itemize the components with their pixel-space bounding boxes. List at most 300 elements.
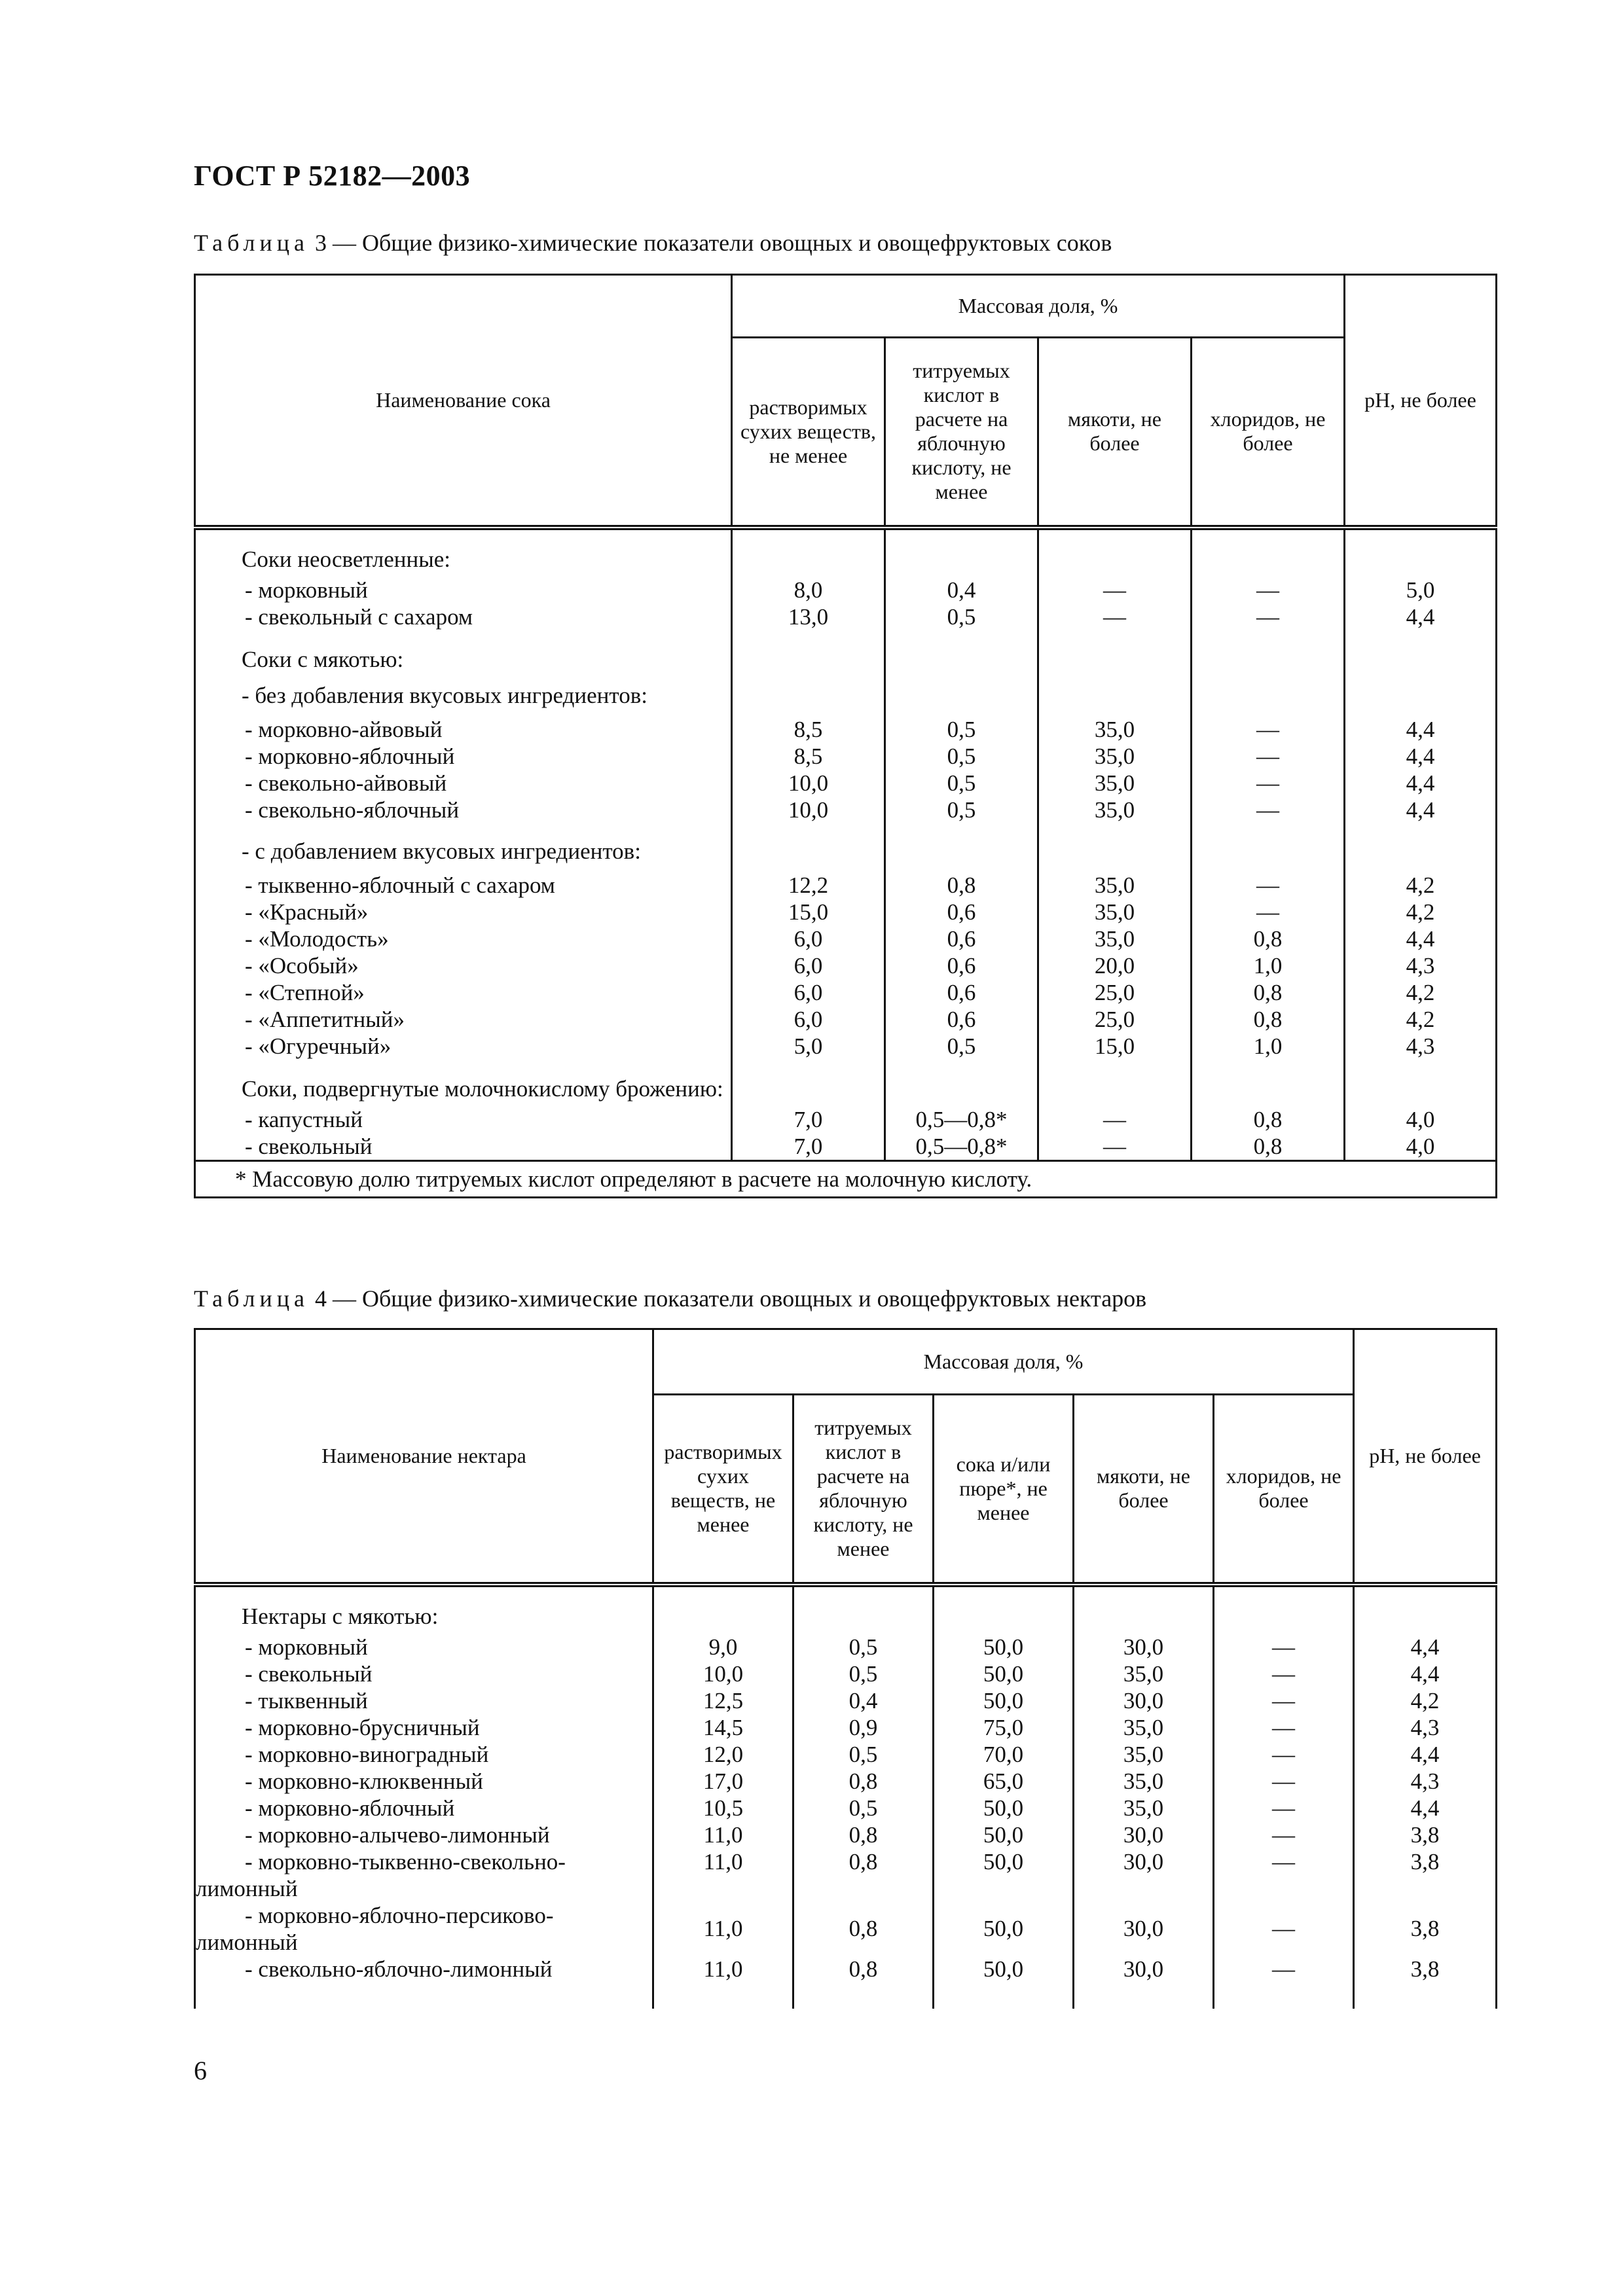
chlorides-value <box>1214 1596 1354 1634</box>
soluble-value: 10,0 <box>732 797 885 823</box>
ph-value <box>1345 539 1497 577</box>
table-row <box>195 1634 1497 1660</box>
acids-value <box>793 1596 934 1634</box>
chlorides-value: — <box>1214 1660 1354 1687</box>
pulp-value: 35,0 <box>1038 743 1192 770</box>
chlorides-value: — <box>1214 1821 1354 1848</box>
spacer-cell <box>1038 1060 1192 1069</box>
soluble-value: 13,0 <box>732 603 885 630</box>
soluble-value: 6,0 <box>732 979 885 1006</box>
product-name <box>195 1714 653 1741</box>
soluble-value <box>732 639 885 677</box>
juice-value: 50,0 <box>934 1821 1074 1848</box>
table-row <box>195 1033 1497 1060</box>
ph-value: 4,4 <box>1354 1660 1497 1687</box>
spacer-cell <box>195 1585 653 1596</box>
product-name-text: Соки, подвергнутые молочнокислому брожению: <box>242 1075 723 1102</box>
group-heading-row <box>195 833 1497 872</box>
pulp-value: 35,0 <box>1038 899 1192 925</box>
product-name-text: Соки неосветленные: <box>242 546 451 572</box>
product-name-text: - морковный <box>245 577 368 603</box>
juice-value: 50,0 <box>934 1956 1074 1982</box>
spacer-cell <box>732 1060 885 1069</box>
pulp-value: 30,0 <box>1074 1687 1214 1714</box>
ph-value <box>1345 833 1497 872</box>
juice-value: 70,0 <box>934 1741 1074 1768</box>
acids-value: 0,5 <box>793 1795 934 1821</box>
table-row <box>195 577 1497 603</box>
spacer-cell <box>195 630 732 639</box>
spacer-cell <box>732 630 885 639</box>
spacer-row <box>195 1060 1497 1069</box>
juice-value: 50,0 <box>934 1795 1074 1821</box>
spacer-cell <box>885 823 1038 833</box>
chlorides-value <box>1192 833 1345 872</box>
juice-value: 50,0 <box>934 1660 1074 1687</box>
juice-value: 50,0 <box>934 1687 1074 1714</box>
table-row <box>195 1956 1497 1982</box>
ph-value: 4,3 <box>1354 1768 1497 1795</box>
chlorides-value: — <box>1192 603 1345 630</box>
product-name-text: - свекольно-яблочный <box>245 797 460 823</box>
spacer-row <box>195 1585 1497 1596</box>
chlorides-value: 0,8 <box>1192 1106 1345 1133</box>
pulp-value: — <box>1038 577 1192 603</box>
chlorides-value: — <box>1214 1741 1354 1768</box>
product-name-text: - капустный <box>245 1106 363 1132</box>
pulp-value: 30,0 <box>1074 1956 1214 1982</box>
soluble-value: 11,0 <box>653 1821 793 1848</box>
chlorides-value: — <box>1192 899 1345 925</box>
product-name-text: - «Молодость» <box>245 925 389 952</box>
table3-caption-text: 3 — Общие физико-химические показатели овощных и овощефруктовых соков <box>308 230 1112 256</box>
acids-value: 0,5 <box>885 603 1038 630</box>
soluble-value: 14,5 <box>653 1714 793 1741</box>
table-row <box>195 1821 1497 1848</box>
spacer-cell <box>885 528 1038 539</box>
product-name-text: - морковно-яблочно-персиково- <box>245 1902 554 1928</box>
spacer-cell <box>195 528 732 539</box>
pulp-value: 35,0 <box>1074 1795 1214 1821</box>
table-row <box>195 1106 1497 1133</box>
pulp-value: 30,0 <box>1074 1634 1214 1660</box>
ph-value: 4,2 <box>1345 899 1497 925</box>
chlorides-value: 0,8 <box>1192 1133 1345 1161</box>
acids-value: 0,6 <box>885 925 1038 952</box>
table4-header-mass-fraction: Массовая доля, % <box>653 1329 1354 1395</box>
acids-value: 0,8 <box>793 1821 934 1848</box>
soluble-value: 11,0 <box>653 1902 793 1956</box>
pulp-value: 25,0 <box>1038 1006 1192 1033</box>
chlorides-value: 0,8 <box>1192 979 1345 1006</box>
ph-value <box>1345 1069 1497 1106</box>
acids-value: 0,4 <box>885 577 1038 603</box>
soluble-value: 11,0 <box>653 1956 793 1982</box>
product-name <box>195 1634 653 1660</box>
acids-value: 0,5—0,8* <box>885 1106 1038 1133</box>
soluble-value: 8,5 <box>732 743 885 770</box>
chlorides-value <box>1192 677 1345 716</box>
chlorides-value: — <box>1214 1687 1354 1714</box>
juice-value: 50,0 <box>934 1902 1074 1956</box>
pulp-value: 35,0 <box>1038 872 1192 899</box>
group-heading-row <box>195 539 1497 577</box>
spacer-cell <box>653 1585 793 1596</box>
product-name-text: - свекольно-яблочно-лимонный <box>245 1956 553 1982</box>
spacer-cell <box>195 1060 732 1069</box>
table-row <box>195 899 1497 925</box>
product-name-text: - морковно-брусничный <box>245 1714 480 1740</box>
table-row <box>195 603 1497 630</box>
chlorides-value <box>1192 539 1345 577</box>
soluble-value: 15,0 <box>732 899 885 925</box>
pulp-value: 25,0 <box>1038 979 1192 1006</box>
table4-header-pulp: мякоти, не более <box>1074 1395 1214 1585</box>
spacer-cell <box>934 1585 1074 1596</box>
spacer-cell <box>732 823 885 833</box>
spacer-cell <box>1192 630 1345 639</box>
soluble-value: 10,0 <box>653 1660 793 1687</box>
table-row <box>195 1848 1497 1902</box>
juice-value <box>934 1596 1074 1634</box>
soluble-value <box>732 1069 885 1106</box>
spacer-cell <box>793 1982 934 2009</box>
soluble-value: 9,0 <box>653 1634 793 1660</box>
table-row <box>195 770 1497 797</box>
chlorides-value: — <box>1192 872 1345 899</box>
table4-body <box>195 1585 1497 2009</box>
product-name <box>195 1069 732 1106</box>
chlorides-value: — <box>1214 1634 1354 1660</box>
pulp-value: 20,0 <box>1038 952 1192 979</box>
chlorides-value: — <box>1192 716 1345 743</box>
product-name <box>195 577 732 603</box>
table3-header-mass-fraction: Массовая доля, % <box>732 275 1345 338</box>
soluble-value <box>732 539 885 577</box>
table-row <box>195 716 1497 743</box>
chlorides-value: 1,0 <box>1192 952 1345 979</box>
product-name-text: - морковно-алычево-лимонный <box>245 1821 550 1848</box>
product-name-text: - свекольный <box>245 1133 373 1159</box>
product-name-text: - «Особый» <box>245 952 359 978</box>
ph-value: 4,4 <box>1354 1741 1497 1768</box>
product-name-text: Нектары с мякотью: <box>242 1603 439 1629</box>
juice-value: 50,0 <box>934 1634 1074 1660</box>
product-name-text: - «Огуречный» <box>245 1033 392 1059</box>
pulp-value: 35,0 <box>1038 770 1192 797</box>
table3-header-chlorides: хлоридов, не более <box>1192 338 1345 528</box>
product-name <box>195 770 732 797</box>
spacer-cell <box>1038 528 1192 539</box>
product-name <box>195 1848 653 1902</box>
ph-value: 4,3 <box>1354 1714 1497 1741</box>
soluble-value: 17,0 <box>653 1768 793 1795</box>
soluble-value: 6,0 <box>732 1006 885 1033</box>
soluble-value: 7,0 <box>732 1133 885 1161</box>
table-row <box>195 952 1497 979</box>
pulp-value <box>1038 677 1192 716</box>
pulp-value: 35,0 <box>1074 1741 1214 1768</box>
table3-header-name: Наименование сока <box>195 275 732 528</box>
product-name-text: - свекольный с сахаром <box>245 603 473 630</box>
pulp-value: 30,0 <box>1074 1902 1214 1956</box>
product-name-text: - тыквенно-яблочный с сахаром <box>245 872 555 898</box>
table4-header-juice: сока и/или пюре*, не менее <box>934 1395 1074 1585</box>
product-name-continuation: лимонный <box>196 1929 298 1955</box>
product-name <box>195 1795 653 1821</box>
spacer-cell <box>1345 823 1497 833</box>
spacer-row <box>195 1982 1497 2009</box>
spacer-cell <box>934 1982 1074 2009</box>
group-heading-row <box>195 677 1497 716</box>
spacer-cell <box>885 630 1038 639</box>
table4-header-acids: титруемых кислот в расчете на яблочную кислоту, не менее <box>793 1395 934 1585</box>
spacer-cell <box>1345 528 1497 539</box>
table4-caption <box>194 1285 1146 1312</box>
table-row <box>195 925 1497 952</box>
ph-value: 4,0 <box>1345 1133 1497 1161</box>
product-name <box>195 797 732 823</box>
product-name <box>195 1133 732 1161</box>
ph-value: 4,4 <box>1345 716 1497 743</box>
product-name-text: - морковный <box>245 1634 368 1660</box>
spacer-cell <box>885 1060 1038 1069</box>
group-heading-row <box>195 639 1497 677</box>
table4 <box>194 1328 1497 2009</box>
product-name-text: - без добавления вкусовых ингредиентов: <box>242 682 647 708</box>
soluble-value: 11,0 <box>653 1848 793 1902</box>
product-name <box>195 539 732 577</box>
table3-header-pulp: мякоти, не более <box>1038 338 1192 528</box>
table4-caption-text: 4 — Общие физико-химические показатели овощных и овощефруктовых нектаров <box>308 1285 1147 1312</box>
chlorides-value: 0,8 <box>1192 925 1345 952</box>
table-row <box>195 1795 1497 1821</box>
chlorides-value: — <box>1214 1956 1354 1982</box>
chlorides-value <box>1192 1069 1345 1106</box>
product-name <box>195 1821 653 1848</box>
acids-value: 0,5 <box>793 1634 934 1660</box>
pulp-value: 35,0 <box>1038 925 1192 952</box>
spacer-row <box>195 823 1497 833</box>
table-row <box>195 1741 1497 1768</box>
pulp-value <box>1038 1069 1192 1106</box>
product-name <box>195 1741 653 1768</box>
spacer-cell <box>732 528 885 539</box>
ph-value: 4,4 <box>1345 797 1497 823</box>
product-name-text: - свекольно-айвовый <box>245 770 447 796</box>
acids-value: 0,9 <box>793 1714 934 1741</box>
spacer-cell <box>195 823 732 833</box>
product-name-text: - морковно-клюквенный <box>245 1768 483 1794</box>
pulp-value: — <box>1038 1133 1192 1161</box>
acids-value: 0,5 <box>885 797 1038 823</box>
product-name <box>195 1660 653 1687</box>
spacer-cell <box>1214 1585 1354 1596</box>
pulp-value: 35,0 <box>1074 1768 1214 1795</box>
chlorides-value: — <box>1214 1768 1354 1795</box>
ph-value: 4,2 <box>1345 1006 1497 1033</box>
product-name-text: Соки с мякотью: <box>242 646 404 672</box>
table4-header-chlorides: хлоридов, не более <box>1214 1395 1354 1585</box>
acids-value: 0,6 <box>885 899 1038 925</box>
acids-value: 0,5 <box>793 1741 934 1768</box>
juice-value: 75,0 <box>934 1714 1074 1741</box>
table4-header-name: Наименование нектара <box>195 1329 653 1585</box>
product-name-continuation: лимонный <box>196 1875 298 1901</box>
product-name <box>195 1768 653 1795</box>
product-name <box>195 639 732 677</box>
pulp-value: 30,0 <box>1074 1821 1214 1848</box>
spacer-cell <box>1214 1982 1354 2009</box>
acids-value: 0,5 <box>885 1033 1038 1060</box>
acids-value: 0,8 <box>885 872 1038 899</box>
ph-value: 4,0 <box>1345 1106 1497 1133</box>
acids-value: 0,8 <box>793 1768 934 1795</box>
table-row <box>195 1006 1497 1033</box>
table-row <box>195 743 1497 770</box>
spacer-row <box>195 630 1497 639</box>
product-name <box>195 1106 732 1133</box>
chlorides-value: — <box>1192 743 1345 770</box>
acids-value: 0,5—0,8* <box>885 1133 1038 1161</box>
acids-value: 0,8 <box>793 1902 934 1956</box>
product-name-text: - морковно-виноградный <box>245 1741 489 1767</box>
table-row <box>195 797 1497 823</box>
ph-value: 4,4 <box>1345 925 1497 952</box>
spacer-cell <box>1038 630 1192 639</box>
table4-caption-prefix: Таблица <box>194 1285 309 1312</box>
product-name-text: - тыквенный <box>245 1687 368 1713</box>
chlorides-value: 1,0 <box>1192 1033 1345 1060</box>
table-row <box>195 1714 1497 1741</box>
soluble-value: 7,0 <box>732 1106 885 1133</box>
soluble-value: 8,5 <box>732 716 885 743</box>
spacer-cell <box>1038 823 1192 833</box>
product-name <box>195 603 732 630</box>
product-name <box>195 872 732 899</box>
product-name <box>195 1006 732 1033</box>
product-name-text: - «Красный» <box>245 899 369 925</box>
spacer-cell <box>1354 1982 1497 2009</box>
spacer-cell <box>195 1982 653 2009</box>
ph-value: 4,2 <box>1345 872 1497 899</box>
ph-value: 3,8 <box>1354 1902 1497 1956</box>
product-name <box>195 925 732 952</box>
product-name <box>195 833 732 872</box>
soluble-value: 5,0 <box>732 1033 885 1060</box>
soluble-value: 8,0 <box>732 577 885 603</box>
table-row <box>195 872 1497 899</box>
product-name-text: - «Степной» <box>245 979 365 1005</box>
product-name-text: - свекольный <box>245 1660 373 1687</box>
chlorides-value: — <box>1214 1795 1354 1821</box>
spacer-cell <box>1192 1060 1345 1069</box>
chlorides-value: — <box>1214 1902 1354 1956</box>
product-name-text: - морковно-яблочный <box>245 743 455 769</box>
spacer-cell <box>1354 1585 1497 1596</box>
pulp-value <box>1038 539 1192 577</box>
footnote-row <box>195 1160 1497 1197</box>
pulp-value <box>1038 639 1192 677</box>
chlorides-value: 0,8 <box>1192 1006 1345 1033</box>
soluble-value: 10,0 <box>732 770 885 797</box>
acids-value <box>885 639 1038 677</box>
product-name-text: - морковно-айвовый <box>245 716 443 742</box>
juice-value: 65,0 <box>934 1768 1074 1795</box>
acids-value <box>885 1069 1038 1106</box>
pulp-value <box>1074 1596 1214 1634</box>
product-name <box>195 1956 653 1982</box>
ph-value <box>1354 1596 1497 1634</box>
table3-body <box>195 528 1497 1198</box>
table-row <box>195 1660 1497 1687</box>
ph-value: 4,4 <box>1345 743 1497 770</box>
acids-value: 0,8 <box>793 1956 934 1982</box>
spacer-cell <box>1192 823 1345 833</box>
soluble-value: 12,5 <box>653 1687 793 1714</box>
acids-value: 0,5 <box>885 716 1038 743</box>
product-name <box>195 743 732 770</box>
group-heading-row <box>195 1596 1497 1634</box>
product-name <box>195 677 732 716</box>
pulp-value: 35,0 <box>1074 1660 1214 1687</box>
spacer-row <box>195 528 1497 539</box>
pulp-value: 35,0 <box>1074 1714 1214 1741</box>
ph-value: 4,3 <box>1345 1033 1497 1060</box>
product-name <box>195 1596 653 1634</box>
page-number: 6 <box>194 2056 207 2085</box>
ph-value: 4,2 <box>1345 979 1497 1006</box>
acids-value: 0,6 <box>885 1006 1038 1033</box>
chlorides-value: — <box>1192 770 1345 797</box>
product-name-text: - «Аппетитный» <box>245 1006 405 1032</box>
table-row <box>195 979 1497 1006</box>
acids-value: 0,8 <box>793 1848 934 1902</box>
acids-value <box>885 539 1038 577</box>
juice-value: 50,0 <box>934 1848 1074 1902</box>
product-name-text: - с добавлением вкусовых ингредиентов: <box>242 838 641 864</box>
soluble-value: 10,5 <box>653 1795 793 1821</box>
chlorides-value: — <box>1192 797 1345 823</box>
table3 <box>194 274 1497 1198</box>
product-name <box>195 899 732 925</box>
soluble-value: 6,0 <box>732 925 885 952</box>
pulp-value: 30,0 <box>1074 1848 1214 1902</box>
spacer-cell <box>1074 1982 1214 2009</box>
table3-header-acids: титруемых кислот в расчете на яблочную кислоту, не менее <box>885 338 1038 528</box>
pulp-value: — <box>1038 603 1192 630</box>
soluble-value <box>732 833 885 872</box>
chlorides-value: — <box>1214 1714 1354 1741</box>
ph-value: 5,0 <box>1345 577 1497 603</box>
soluble-value: 6,0 <box>732 952 885 979</box>
spacer-cell <box>1074 1585 1214 1596</box>
product-name <box>195 1033 732 1060</box>
product-name <box>195 1902 653 1956</box>
group-heading-row <box>195 1069 1497 1106</box>
product-name <box>195 1687 653 1714</box>
acids-value: 0,6 <box>885 952 1038 979</box>
table3-caption <box>194 229 1112 257</box>
acids-value: 0,5 <box>885 770 1038 797</box>
product-name-text: - морковно-яблочный <box>245 1795 455 1821</box>
acids-value: 0,6 <box>885 979 1038 1006</box>
ph-value: 4,4 <box>1354 1795 1497 1821</box>
ph-value: 3,8 <box>1354 1848 1497 1902</box>
table-row <box>195 1687 1497 1714</box>
ph-value: 4,3 <box>1345 952 1497 979</box>
ph-value <box>1345 639 1497 677</box>
